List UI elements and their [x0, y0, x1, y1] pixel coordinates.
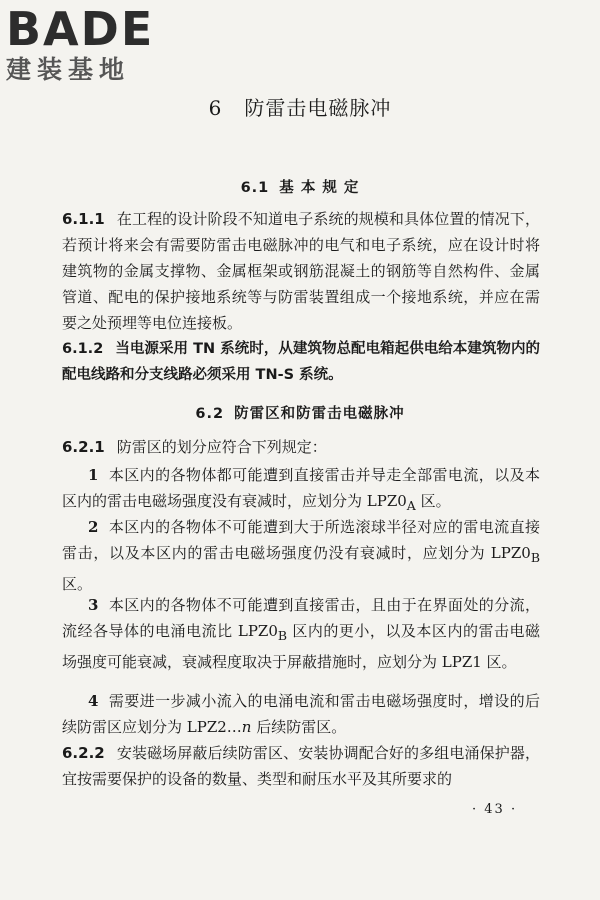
item-italic: n	[241, 718, 252, 736]
clause-number: 6.1.1	[62, 210, 105, 228]
item-subscript: B	[530, 550, 540, 565]
item-text-continued: 区内的更小，以及本区内的雷击电磁场强度可能衰减，衰减程度取决于屏蔽措施时，应划分为 LPZ1 区。	[62, 622, 540, 671]
item-text: 本区内的各物体不可能遭到大于所选滚球半径对应的雷电流直接雷击，以及本区内的雷击电磁场强度仍没有衰减时，应划分为 LPZ0	[62, 518, 540, 562]
clause-number: 6.2.2	[62, 744, 105, 762]
item-text: 本区内的各物体不可能遭到直接雷击，且由于在界面处的分流，流经各导体的电涌电流比 LPZ0	[62, 596, 540, 640]
clause-6-2-1	[62, 434, 540, 460]
item-text: 需要进一步减小流入的电涌电流和雷击电磁场强度时，增设的后续防雷区应划分为 LPZ2…	[62, 692, 540, 736]
item-number: 3	[88, 596, 99, 614]
logo	[6, 2, 181, 86]
chapter-title	[0, 92, 600, 121]
clause-text: 安装磁场屏蔽后续防雷区、安装协调配合好的多组电涌保护器，宜按需要保护的设备的数量、类型和耐压水平及其所要求的	[62, 744, 540, 788]
item-text: 本区内的各物体都可能遭到直接雷击并导走全部雷电流，以及本区内的雷击电磁场强度没有衰减时，应划分为 LPZ0	[62, 466, 540, 510]
section-title-6-1	[0, 176, 600, 197]
section-number: 6.1	[240, 180, 270, 196]
clause-6-2-2	[62, 740, 540, 792]
logo-subtitle: 建装基地	[6, 55, 131, 84]
item-tail: 区。	[415, 492, 451, 510]
item-tail: 区。	[62, 575, 93, 593]
item-number: 2	[88, 518, 99, 536]
item-subscript: A	[406, 498, 416, 513]
section-title-6-2	[0, 402, 600, 423]
list-item-1	[62, 462, 540, 519]
clause-text: 防雷区的划分应符合下列规定：	[116, 438, 327, 456]
clause-text: 在工程的设计阶段不知道电子系统的规模和具体位置的情况下，若预计将来会有需要防雷击电磁脉冲的电气和电子系统，应在设计时将建筑物的金属支撑物、金属框架或钢筋混凝土的钢筋等自然构件、金属管道、配电的保护接地系统等与防雷装置组成一个接地系统，并应在需要之处预埋等电位连接板。	[62, 210, 540, 332]
section-title-text: 防雷区和防雷击电磁脉冲	[234, 406, 405, 422]
list-item-4	[62, 688, 540, 740]
section-title-text: 基 本 规 定	[279, 180, 360, 196]
clause-6-1-1	[62, 206, 540, 336]
chapter-title-text: 防雷击电磁脉冲	[244, 96, 392, 120]
clause-6-1-2	[62, 336, 540, 388]
item-number: 4	[88, 692, 99, 710]
list-item-2	[62, 514, 540, 597]
chapter-number: 6	[208, 96, 223, 120]
logo-wordmark: BADE	[6, 2, 155, 56]
clause-number: 6.2.1	[62, 438, 105, 456]
item-tail: 后续防雷区。	[251, 718, 347, 736]
page-number: · 43 ·	[472, 802, 518, 817]
clause-text: 当电源采用 TN 系统时，从建筑物总配电箱起供电给本建筑物内的配电线路和分支线路必须采用 TN-S 系统。	[62, 341, 540, 383]
list-item-3	[62, 592, 540, 675]
item-number: 1	[88, 466, 99, 484]
clause-number: 6.1.2	[62, 341, 104, 357]
section-number: 6.2	[195, 406, 225, 422]
item-subscript: B	[277, 628, 288, 643]
